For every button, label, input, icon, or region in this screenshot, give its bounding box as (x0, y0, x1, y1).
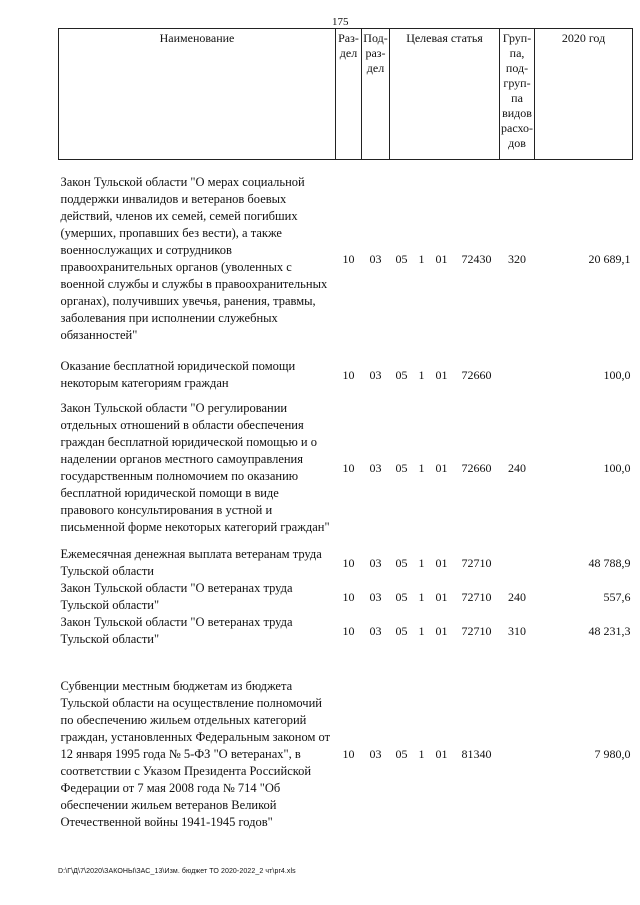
table-row (59, 678, 633, 831)
header-target-article: Целевая статья (390, 29, 500, 160)
row-program: 05 (395, 460, 408, 475)
row-expense-type (500, 546, 535, 580)
row-expense-type: 240 (508, 460, 527, 475)
row-program: 05 (395, 555, 408, 570)
row-expense-type: 320 (508, 251, 527, 266)
row-section: 10 (342, 589, 355, 604)
row-section: 10 (342, 460, 355, 475)
row-amount: 7 980,0 (594, 747, 631, 761)
row-subsection: 03 (369, 555, 382, 570)
row-direction: 81340 (461, 747, 492, 761)
row-direction: 72710 (461, 555, 492, 570)
file-path-footer: D:\Г\Д\7\2020\ЗАКОНЫ\ЗАС_13\Изм. бюджет ТО 2020-2022_2 чт\pr4.xls (58, 868, 296, 875)
table-row (59, 614, 633, 648)
row-name: Закон Тульской области "О ветеранах труда Тульской области" (60, 581, 293, 612)
budget-table (58, 28, 633, 831)
row-event: 01 (435, 555, 448, 570)
row-amount: 100,0 (603, 367, 631, 382)
row-expense-type (500, 358, 535, 392)
row-subprogram: 1 (418, 589, 425, 604)
row-direction: 72430 (461, 251, 492, 266)
header-year: 2020 год (535, 29, 633, 160)
row-event: 01 (435, 460, 448, 475)
row-subprogram: 1 (418, 251, 425, 266)
row-amount: 48 788,9 (588, 555, 631, 570)
row-program: 05 (395, 623, 408, 638)
table-row (59, 546, 633, 580)
row-event: 01 (435, 367, 448, 382)
header-expense-group: Груп- па, под- груп- па видов расхо- дов (500, 29, 535, 160)
row-direction: 72660 (461, 460, 492, 475)
row-program: 05 (395, 589, 408, 604)
row-amount: 557,6 (603, 589, 631, 604)
table-row (59, 174, 633, 344)
row-amount: 48 231,3 (588, 623, 631, 638)
row-program: 05 (395, 747, 408, 761)
row-expense-type: 310 (508, 623, 527, 638)
row-event: 01 (435, 623, 448, 638)
row-subsection: 03 (369, 460, 382, 475)
row-program: 05 (395, 367, 408, 382)
row-subprogram: 1 (418, 623, 425, 638)
row-name: Закон Тульской области "О ветеранах труда Тульской области" (60, 615, 293, 646)
table-row (59, 580, 633, 614)
row-subsection: 03 (369, 367, 382, 382)
table-header-row (59, 29, 633, 160)
row-subprogram: 1 (418, 367, 425, 382)
row-section: 10 (342, 367, 355, 382)
row-direction: 72710 (461, 623, 492, 638)
row-name: Закон Тульской области "О мерах социальной поддержки инвалидов и ветеранов боевых действий, членов их семей, семей погибших (умерших, пропавших без вести), а также военнослужащих и сотрудников правоохранительных органов (уволенных с военной службы и службы в правоохранительных органах), получивших увечья, ранения, травмы, заболевания при исполнении служебных обязанностей" (60, 175, 328, 342)
row-subsection: 03 (369, 623, 382, 638)
header-name: Наименование (59, 29, 336, 160)
row-section: 10 (342, 555, 355, 570)
row-event: 01 (435, 589, 448, 604)
row-event: 01 (435, 251, 448, 266)
header-section: Раз- дел (336, 29, 362, 160)
row-name: Субвенции местным бюджетам из бюджета Тульской области на осуществление полномочий по обеспечению жильем отдельных категорий граждан, установленных Федеральным законом от 12 января 1995 года № 5-ФЗ "О ветеранах", в соответствии с Указом Президента Российской Федерации от 7 мая 2008 года № 714 "Об обеспечении жильем ветеранов Великой Отечественной войны 1941-1945 годов" (60, 679, 331, 829)
row-section: 10 (342, 251, 355, 266)
row-program: 05 (395, 251, 408, 266)
row-amount: 100,0 (603, 460, 631, 475)
row-name: Оказание бесплатной юридической помощи некоторым категориям граждан (60, 359, 296, 390)
row-subprogram: 1 (418, 460, 425, 475)
row-subprogram: 1 (418, 747, 425, 761)
row-subsection: 03 (369, 747, 382, 761)
header-subsection: Под- раз- дел (362, 29, 390, 160)
row-subprogram: 1 (418, 555, 425, 570)
row-expense-type (500, 678, 535, 831)
row-direction: 72710 (461, 589, 492, 604)
row-subsection: 03 (369, 251, 382, 266)
table-row (59, 358, 633, 392)
row-subsection: 03 (369, 589, 382, 604)
table-row (59, 400, 633, 536)
row-expense-type: 240 (508, 589, 527, 604)
row-event: 01 (435, 747, 448, 761)
row-direction: 72660 (461, 367, 492, 382)
row-name: Ежемесячная денежная выплата ветеранам труда Тульской области (60, 547, 322, 578)
row-amount: 20 689,1 (588, 251, 631, 266)
row-section: 10 (342, 747, 355, 761)
row-section: 10 (342, 623, 355, 638)
page-number: 175 (332, 16, 349, 28)
row-name: Закон Тульской области "О регулировании отдельных отношений в области обеспечения граждан бесплатной юридической помощью и о наделении органов местного самоуправления государственным полномочием по оказанию бесплатной юридической помощи в виде правового консультирования в устной и письменной форме некоторых категорий граждан" (60, 401, 330, 534)
